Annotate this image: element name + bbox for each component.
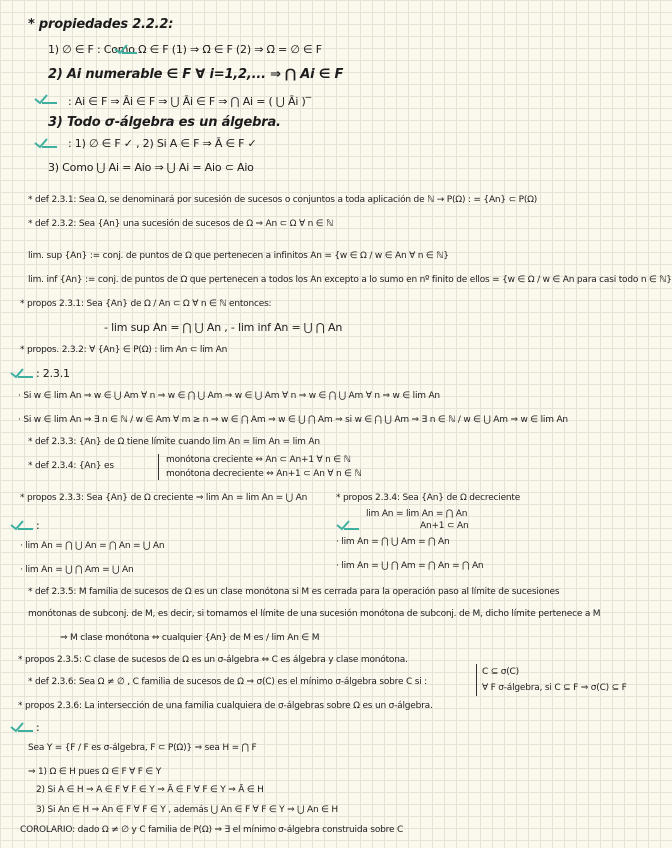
note-line: · lim An = ⋃ ⋂ Am = ⋂ An = ⋂ An xyxy=(336,561,484,571)
note-line: - lim sup An = ⋂ ⋃ An , - lim inf An = ⋃ ⋂ An xyxy=(104,321,343,334)
note-line: 2) Ai numerable ∈ F ∀ i=1,2,... ⇒ ⋂ Ai ∈ F xyxy=(48,67,344,82)
note-line: · lim An = ⋂ ⋃ An = ⋂ An = ⋃ An xyxy=(20,541,165,551)
note-line: 3) Todo σ-álgebra es un álgebra. xyxy=(48,115,281,130)
note-line: : Ai ∈ F ⇒ Āi ∈ F ⇒ ⋃ Āi ∈ F ⇒ ⋂ Ai = ( ⋃ Āi )‾ xyxy=(68,95,311,108)
note-line: 3) Si An ∈ H ⇒ An ∈ F ∀ F ∈ Υ , además ⋃ An ∈ F ∀ F ∈ Υ ⇒ ⋃ An ∈ H xyxy=(36,805,338,815)
note-line: C ⊆ σ(C) xyxy=(482,667,519,677)
note-line: 1) ∅ ∈ F : Como Ω ∈ F (1) ⇒ Ω̄ ∈ F (2) ⇒ Ω̄ = ∅ ∈ F xyxy=(48,43,322,56)
note-line: * def 2.3.6: Sea Ω ≠ ∅ , C familia de sucesos de Ω ⇒ σ(C) es el mínimo σ-álgebra sobre C si : xyxy=(28,677,427,687)
note-line: lim. sup {An} := conj. de puntos de Ω que pertenecen a infinitos An = {w ∈ Ω / w ∈ An ∀ n ∈ ℕ} xyxy=(28,251,449,261)
note-line: * def 2.3.1: Sea Ω, se denominará por sucesión de sucesos o conjuntos a toda aplicación de ℕ → P(Ω) : = {An} ⊂ P(Ω) xyxy=(28,195,538,205)
note-line: lim. inf {An} := conj. de puntos de Ω que pertenecen a todos los An excepto a lo sumo en nº finito de ellos = {w ∈ Ω / w ∈ An para casi todo n ∈ ℕ} xyxy=(28,275,672,285)
brace-minimo xyxy=(476,664,477,696)
note-line: * def 2.3.5: M familia de sucesos de Ω es un clase monótona si M es cerrada para la operación paso al límite de sucesiones xyxy=(28,587,560,597)
note-line: · lim An = ⋃ ⋂ Am = ⋃ An xyxy=(20,565,134,575)
note-line: ⇒ 1) Ω ∈ H pues Ω ∈ F ∀ F ∈ Υ xyxy=(28,767,162,777)
note-line: * propos 2.3.5: C clase de sucesos de Ω es un σ-álgebra ⇔ C es álgebra y clase monótona. xyxy=(18,655,408,665)
brace-monotona xyxy=(158,454,159,480)
note-line: * def 2.3.3: {An} de Ω tiene límite cuando lim An = lim An = lim An xyxy=(28,437,320,447)
note-line: · lim An = ⋂ ⋃ Am = ⋂ An xyxy=(336,537,450,547)
note-line: ∀ F σ-álgebra, si C ⊆ F ⇒ σ(C) ⊆ F xyxy=(482,683,627,693)
note-line: · Si w ∈ lim An ⇒ ∃ n ∈ ℕ / w ∈ Am ∀ m ≥ n ⇒ w ∈ ⋂ Am ⇒ w ∈ ⋃ ⋂ Am ⇒ si w ∈ ⋂ ⋃ Am ⇒ ∃ n ∈ ℕ / w ∈ ⋃ Am ⇒ w ∈ lim An xyxy=(18,415,568,425)
checkmark-icon xyxy=(10,722,34,732)
note-line: monótonas de subconj. de M, es decir, si tomamos el límite de una sucesión monótona de subconj. de M, dicho límite pertenece a M xyxy=(28,609,601,619)
note-line: * propos 2.3.6: La intersección de una familia cualquiera de σ-álgebras sobre Ω es un σ-álgebra. xyxy=(18,701,433,711)
note-line: · Si w ∈ lim An ⇒ w ∈ ⋃ Am ∀ n ⇒ w ∈ ⋂ ⋃ Am ⇒ w ∈ ⋃ Am ∀ n ⇒ w ∈ ⋂ ⋃ Am ∀ n ⇒ w ∈ lim An xyxy=(18,391,440,401)
note-line: monótona creciente ⇔ An ⊂ An+1 ∀ n ∈ ℕ xyxy=(166,455,351,465)
note-line: * propos 2.3.1: Sea {An} de Ω / An ⊂ Ω ∀ n ∈ ℕ entonces: xyxy=(20,299,272,309)
note-line: : 2.3.1 xyxy=(36,367,70,380)
checkmark-icon xyxy=(34,94,58,104)
note-line: * propiedades 2.2.2: xyxy=(28,17,174,32)
note-line: monótona decreciente ⇔ An+1 ⊂ An ∀ n ∈ ℕ xyxy=(166,469,362,479)
note-line: * def 2.3.2: Sea {An} una sucesión de sucesos de Ω ⇒ An ⊂ Ω ∀ n ∈ ℕ xyxy=(28,219,334,229)
note-line: * propos. 2.3.2: ∀ {An} ∈ P(Ω) : lim An ⊂ lim An xyxy=(20,345,228,355)
checkmark-icon xyxy=(336,520,360,530)
note-line: : xyxy=(36,519,40,532)
note-line: : xyxy=(36,721,40,734)
note-line: An+1 ⊂ An xyxy=(420,521,469,531)
note-line: 3) Como ⋃ Ai = Aio ⇒ ⋃ Ai = Aio ⊂ Aio xyxy=(48,161,254,174)
note-line: * def 2.3.4: {An} es xyxy=(28,461,114,471)
checkmark-icon xyxy=(114,44,138,54)
note-line: Sea Υ = {F / F es σ-álgebra, F ⊂ P(Ω)} ⇒ sea H = ⋂ F xyxy=(28,743,257,753)
note-line: lim An = lim An = ⋂ An xyxy=(366,509,468,519)
note-line: * propos 2.3.3: Sea {An} de Ω creciente ⇒ lim An = lim An = ⋃ An xyxy=(20,493,308,503)
checkmark-icon xyxy=(10,520,34,530)
checkmark-icon xyxy=(34,138,58,148)
note-line: 2) Si A ∈ H ⇒ A ∈ F ∀ F ∈ Υ ⇒ Ā ∈ F ∀ F ∈ Υ ⇒ Ā ∈ H xyxy=(36,785,264,795)
note-line: : 1) ∅ ∈ F ✓ , 2) Si A ∈ F ⇒ Ā ∈ F ✓ xyxy=(68,137,257,150)
note-line: * propos 2.3.4: Sea {An} de Ω decreciente xyxy=(336,493,521,503)
note-line: ⇒ M clase monótona ⇔ cualquier {An} de M es / lim An ∈ M xyxy=(60,633,320,643)
note-line: COROLARIO: dado Ω ≠ ∅ y C familia de P(Ω) ⇒ ∃ el mínimo σ-álgebra construida sobre C xyxy=(20,825,404,835)
checkmark-icon xyxy=(10,368,34,378)
